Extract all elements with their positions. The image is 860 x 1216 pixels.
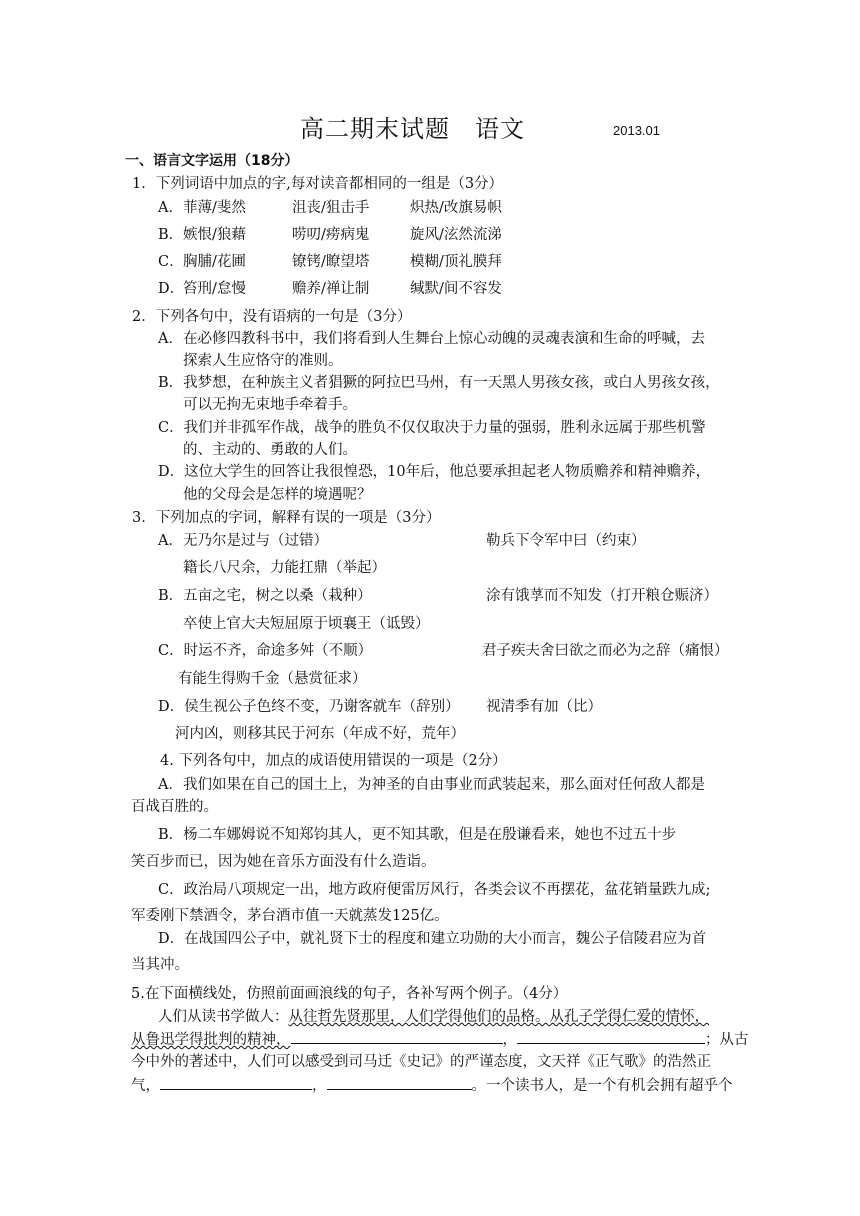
question-3-stem: 3．下列加点的字词，解释有误的一项是（3分）	[132, 510, 441, 526]
question-1-row-d-pair-1: 笞刑/怠慢	[183, 281, 246, 297]
question-2-option-c: C．我们并非孤军作战，战争的胜负不仅仅取决于力量的强弱，胜利永远属于那些机警	[158, 420, 706, 436]
question-3-option-d: D．侯生视公子色终不变，乃谢客就车（辞别）	[158, 699, 460, 715]
page-title: 高二期末试题 语文	[300, 115, 525, 143]
question-3-option-d-line2: 河内凶，则移其民于河东（年成不好，荒年）	[175, 726, 465, 742]
text: 。一个读书人，是一个有机会拥有超乎个	[471, 1078, 733, 1094]
question-1-row-b-pair-3: 旋风/泫然流涕	[410, 227, 502, 243]
answer-blank-1[interactable]	[291, 1029, 503, 1044]
answer-blank-2[interactable]	[517, 1029, 705, 1044]
question-3-option-c: C．时运不齐，命途多舛（不顺）	[158, 643, 373, 659]
question-1-stem: 1．下列词语中加点的字,每对读音都相同的一组是（3分）	[132, 176, 504, 192]
question-2-stem: 2．下列各句中，没有语病的一句是（3分）	[132, 309, 412, 325]
question-1-row-c-pair-2: 镣铐/瞭望塔	[292, 254, 370, 270]
question-5-intro: 人们从读书学做人：	[158, 1009, 289, 1025]
question-4-option-c-cont: 军委刚下禁酒令，茅台酒市值一天就蒸发125亿。	[131, 908, 449, 924]
question-2-option-b-cont: 可以无拘无束地手牵着手。	[183, 397, 357, 413]
separator: ，	[502, 1032, 517, 1048]
question-1-row-c-letter: C．	[158, 254, 184, 270]
question-2-option-c-cont: 的、主动的、勇敢的人们。	[183, 442, 357, 458]
question-3-option-b-right: 涂有饿莩而不知发（打开粮仓赈济）	[486, 588, 718, 604]
question-1-row-b-letter: B．	[158, 227, 184, 243]
question-1-row-d-pair-3: 缄默/间不容发	[410, 281, 502, 297]
question-1-row-a-letter: A．	[158, 200, 183, 216]
answer-blank-3[interactable]	[160, 1075, 312, 1090]
question-4-stem: 4. 下列各句中，加点的成语使用错误的一项是（2分）	[160, 753, 507, 769]
question-5-line-3: 今中外的著述中，人们可以感受到司马迁《史记》的严谨态度，文天祥《正气歌》的浩然正	[131, 1054, 711, 1070]
question-4-option-b: B．杨二车娜姆说不知郑钧其人，更不知其歌，但是在殷谦看来，她也不过五十步	[158, 827, 677, 843]
question-2-option-a-cont: 探索人生应恪守的准则。	[183, 353, 343, 369]
question-2-option-d-cont: 他的父母会是怎样的境遇呢？	[183, 487, 372, 503]
question-1-row-b-pair-2: 唠叨/痨病鬼	[292, 227, 370, 243]
question-3-option-a: A．无乃尔是过与（过错）	[158, 533, 328, 549]
question-3-option-c-line2: 有能生得购千金（悬赏征求）	[178, 671, 367, 687]
question-3-option-d-right: 视清季有加（比）	[486, 699, 602, 715]
question-1-row-d-pair-2: 赡养/禅让制	[292, 281, 370, 297]
question-1-row-a-pair-2: 沮丧/狙击手	[292, 200, 370, 216]
text: 气，	[131, 1078, 160, 1094]
question-4-option-b-cont: 笑百步而已，因为她在音乐方面没有什么造诣。	[131, 854, 436, 870]
answer-blank-4[interactable]	[327, 1075, 472, 1090]
question-2-option-d: D．这位大学生的回答让我很惶恐，10年后，他总要承担起老人物质赡养和精神赡养，	[158, 464, 711, 480]
question-4-option-d-cont: 当其冲。	[131, 957, 189, 973]
question-5-line-4	[131, 1075, 733, 1096]
question-2-option-a: A．在必修四教科书中，我们将看到人生舞台上惊心动魄的灵魂表演和生命的呼喊，去	[158, 331, 705, 347]
question-5-wavy-example: 从鲁迅学得批判的精神，	[131, 1032, 291, 1048]
question-3-option-b-line2: 卒使上官大夫短屈原于顷襄王（诋毁）	[183, 616, 430, 632]
separator: ；从古	[705, 1032, 749, 1048]
question-2-option-b: B．我梦想，在种族主义者猖獗的阿拉巴马州，有一天黑人男孩女孩，或白人男孩女孩，	[158, 375, 720, 391]
question-3-option-a-line2: 籍长八尺余，力能扛鼎（举起）	[183, 560, 386, 576]
question-1-row-a-pair-3: 炽热/改旗易帜	[410, 200, 502, 216]
question-1-row-c-pair-1: 胸脯/花圃	[183, 254, 246, 270]
question-5-line-1	[158, 1007, 709, 1027]
question-1-row-a-pair-1: 菲薄/斐然	[183, 200, 246, 216]
question-1-row-c-pair-3: 模糊/顶礼膜拜	[410, 254, 502, 270]
separator: ，	[312, 1078, 327, 1094]
question-5-stem: 5.在下面横线处，仿照前面画浪线的句子，各补写两个例子。（4分）	[131, 986, 568, 1002]
question-3-option-b: B．五亩之宅，树之以桑（栽种）	[158, 588, 372, 604]
section-heading: 一、语言文字运用（18分）	[125, 153, 299, 169]
question-1-row-d-letter: D．	[158, 281, 185, 297]
question-5-wavy-sentence: 从往哲先贤那里，人们学得他们的品格。从孔子学得仁爱的情怀，	[288, 1009, 709, 1025]
question-3-option-a-right: 勒兵下令军中曰（约束）	[486, 533, 646, 549]
question-3-option-c-right: 君子疾夫舍曰欲之而必为之辞（痛恨）	[482, 643, 729, 659]
question-4-option-d: D．在战国四公子中，就礼贤下士的程度和建立功勋的大小而言，魏公子信陵君应为首	[158, 931, 707, 947]
question-4-option-a-cont: 百战百胜的。	[131, 799, 218, 815]
exam-date: 2013.01	[613, 123, 660, 138]
question-4-option-c: C．政治局八项规定一出，地方政府便雷厉风行，各类会议不再摆花，盆花销量跌九成;	[158, 882, 711, 898]
question-1-row-b-pair-1: 嫉恨/狼藉	[183, 227, 246, 243]
question-4-option-a: A．我们如果在自己的国土上，为神圣的自由事业而武装起来，那么面对任何敌人都是	[158, 777, 705, 793]
question-5-line-2	[131, 1029, 749, 1050]
